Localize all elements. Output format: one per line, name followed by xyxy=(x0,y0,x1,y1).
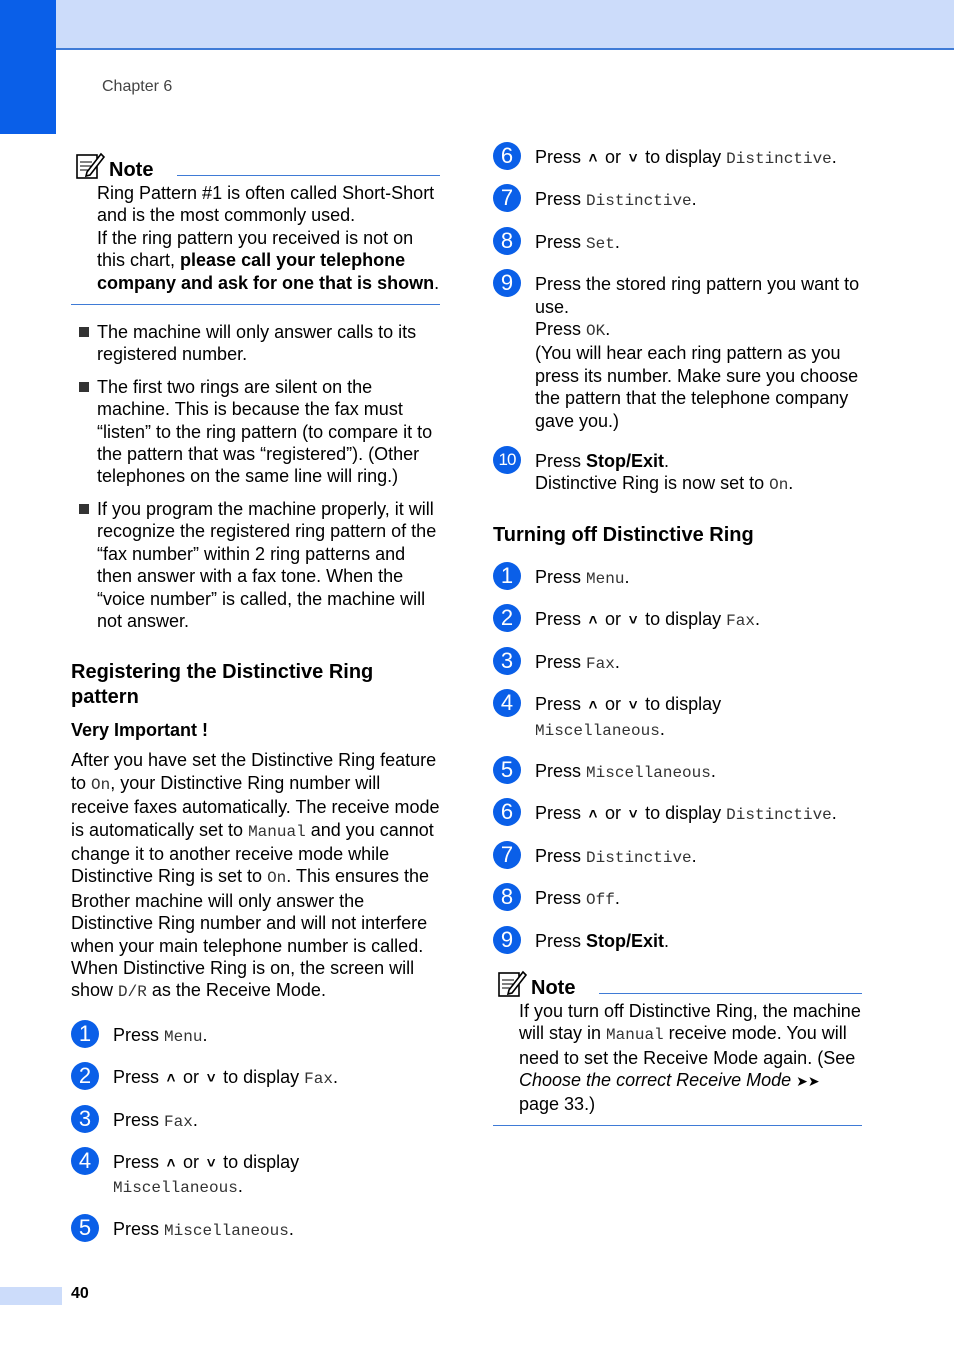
bullet-item: The first two rings are silent on the machine. This is because the fax must “listen” to the ring pattern (to compare it to the pattern that was “registered”). (Other telephones on the same line will ring.) xyxy=(71,376,440,488)
chevron-up-icon: ˄ xyxy=(588,697,598,715)
step-number: 1 xyxy=(71,1020,99,1048)
step-number: 1 xyxy=(493,562,521,590)
chevron-up-icon: ˄ xyxy=(166,1070,176,1088)
note-box xyxy=(493,968,862,1126)
step-number: 6 xyxy=(493,142,521,170)
step-item: 8 Press Off. xyxy=(493,887,862,911)
step-number: 8 xyxy=(493,227,521,255)
chapter-tab xyxy=(0,0,56,134)
sub-heading: Very Important ! xyxy=(71,720,209,741)
step-number: 5 xyxy=(493,756,521,784)
chevron-down-icon: ˅ xyxy=(628,150,638,167)
note-pencil-icon xyxy=(497,968,527,998)
step-number: 2 xyxy=(493,604,521,632)
step-number: 9 xyxy=(493,926,521,954)
step-number: 4 xyxy=(493,689,521,717)
chevron-down-icon: ˅ xyxy=(628,806,638,824)
section-heading: Registering the Distinctive Ring pattern xyxy=(71,661,374,709)
step-number: 5 xyxy=(71,1214,99,1242)
step-item: 1 Press Menu. xyxy=(71,1024,440,1048)
step-item: 7 Press Distinctive. xyxy=(493,845,862,869)
step-item: 6 Press ˄ or ˅ to display Distinctive. xyxy=(493,802,862,826)
step-item: 9 Press Stop/Exit. xyxy=(493,930,862,952)
page-number: 40 xyxy=(71,1285,89,1302)
chevron-down-icon: ˅ xyxy=(206,1070,216,1088)
note-title: Note xyxy=(531,976,576,999)
chevron-down-icon: ˅ xyxy=(628,612,638,630)
left-column xyxy=(71,150,440,1242)
right-column xyxy=(493,143,862,1126)
step-item: 3 Press Fax. xyxy=(71,1109,440,1133)
step-number: 7 xyxy=(493,184,521,212)
chevron-up-icon: ˄ xyxy=(588,806,598,824)
step-number: 3 xyxy=(493,647,521,675)
step-number: 9 xyxy=(493,269,521,297)
cross-reference-link[interactable]: Choose the correct Receive Mode xyxy=(519,1070,792,1091)
note-text: If the ring pattern you received is not on this chart, please call your telephone company and ask for one that is shown. xyxy=(97,227,440,293)
step-item: 5 Press Miscellaneous. xyxy=(493,760,862,784)
step-item: 7 Press Distinctive. xyxy=(493,188,862,212)
step-item: 4 Press ˄ or ˅ to display Miscellaneous. xyxy=(493,693,862,742)
chevron-down-icon: ˅ xyxy=(628,697,638,715)
bullet-square-icon xyxy=(79,382,89,392)
chevron-down-icon: ˅ xyxy=(206,1155,216,1172)
step-number: 4 xyxy=(71,1147,99,1175)
step-item: 8 Press Set. xyxy=(493,231,862,255)
step-number: 10 xyxy=(493,446,521,474)
section-heading: Turning off Distinctive Ring xyxy=(493,523,754,546)
chevron-up-icon: ˄ xyxy=(588,150,598,167)
note-title: Note xyxy=(109,159,154,181)
step-item: 10 Press Stop/Exit. Distinctive Ring is now set to On. xyxy=(493,450,862,497)
note-bottom-divider xyxy=(493,1125,862,1126)
note-bottom-divider xyxy=(71,304,440,305)
step-item: 2 Press ˄ or ˅ to display Fax. xyxy=(71,1066,440,1090)
step-number: 3 xyxy=(71,1105,99,1133)
note-pencil-icon xyxy=(75,150,105,180)
step-number: 8 xyxy=(493,883,521,911)
step-item: 1 Press Menu. xyxy=(493,566,862,590)
body-paragraph: After you have set the Distinctive Ring feature to On, your Distinctive Ring number will receive faxes automatically. The receive mode is automatically set to Manual and you cannot change it to another receive mode while Distinctive Ring is set to On. This ensures the Brother machine will only answer the Distinctive Ring number and will not interfere when your main telephone number is called. When Distinctive Ring is on, the screen will show D/R as the Receive Mode. xyxy=(71,750,440,1002)
footer-bar xyxy=(0,1287,62,1305)
note-text: Ring Pattern #1 is often called Short-Short and is the most commonly used. xyxy=(97,183,435,226)
note-text: If you turn off Distinctive Ring, the machine will stay in Manual receive mode. You will need to set the Receive Mode again. (See Choose the correct Receive Mode ➤➤ page 33.) xyxy=(519,1000,861,1114)
step-item: 9 Press the stored ring pattern you want to use. Press OK. (You will hear each ring pattern as you press its number. Make sure you choose the pattern that the telephone company gave you.) xyxy=(493,273,862,432)
chevron-up-icon: ˄ xyxy=(588,612,598,630)
bullet-square-icon xyxy=(79,504,89,514)
step-item: 2 Press ˄ or ˅ to display Fax. xyxy=(493,608,862,632)
header-bar xyxy=(56,0,954,50)
chapter-label: Chapter 6 xyxy=(102,78,173,95)
bullet-square-icon xyxy=(79,327,89,337)
step-number: 7 xyxy=(493,841,521,869)
bullet-item: The machine will only answer calls to its registered number. xyxy=(71,321,440,366)
step-item: 5 Press Miscellaneous. xyxy=(71,1218,440,1242)
bullet-item: If you program the machine properly, it will recognize the registered ring pattern of the “fax number” within 2 ring patterns and then answer with a fax tone. When the “voice number” is called, the machine will not answer. xyxy=(71,498,440,632)
step-item: 3 Press Fax. xyxy=(493,651,862,675)
step-item: 4 Press ˄ or ˅ to display Miscellaneous. xyxy=(71,1151,440,1200)
note-divider xyxy=(177,175,440,176)
step-number: 6 xyxy=(493,798,521,826)
step-item: 6 Press ˄ or ˅ to display Distinctive. xyxy=(493,146,862,170)
double-arrow-icon: ➤➤ xyxy=(796,1073,820,1090)
chevron-up-icon: ˄ xyxy=(166,1155,176,1172)
step-number: 2 xyxy=(71,1062,99,1090)
note-box xyxy=(71,150,440,305)
note-divider xyxy=(599,993,862,994)
